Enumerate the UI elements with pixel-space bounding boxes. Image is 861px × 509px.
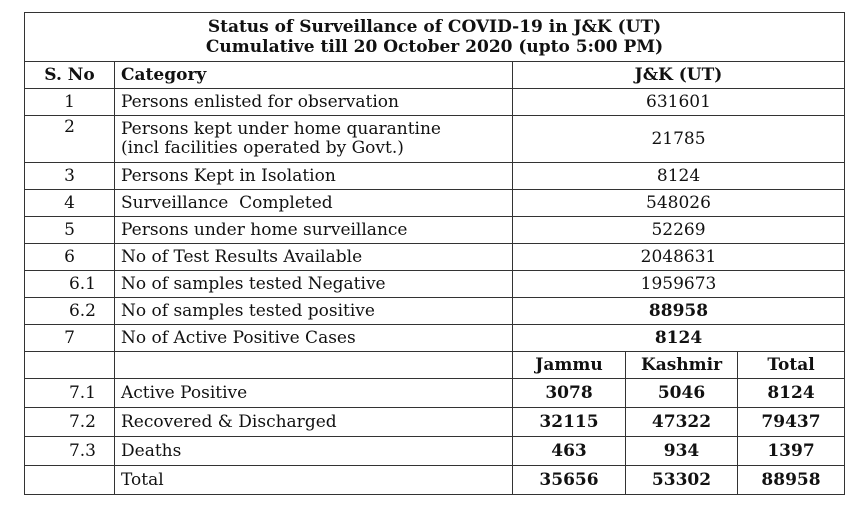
report-title [25,13,845,62]
row-value: 88958 [513,298,845,325]
row-value: 8124 [513,325,845,352]
surveillance-table [24,12,845,495]
row-category-note: (incl facilities operated by Govt.) [121,138,404,158]
row-sno: 7.2 [25,408,115,437]
cell-jammu: 463 [513,437,626,466]
row-sno: 7 [25,325,115,352]
cell-kashmir: 5046 [626,379,738,408]
cell-kashmir: 47322 [626,408,738,437]
title-line-1: Status of Surveillance of COVID-19 in J&K (UT) [207,17,662,37]
row-sno: 2 [25,116,115,163]
header-region: J&K (UT) [513,62,845,89]
row-sno: 7.1 [25,379,115,408]
row-value: 548026 [513,190,845,217]
split-header-row [25,352,845,379]
surveillance-report [24,12,844,495]
row-sno: 1 [25,89,115,116]
row-value: 21785 [513,116,845,163]
row-sno: 6 [25,244,115,271]
row-category: Active Positive [115,379,513,408]
row-value: 631601 [513,89,845,116]
cell-kashmir: 934 [626,437,738,466]
row-sno: 7.3 [25,437,115,466]
row-category-cell [115,116,513,163]
cell-jammu: 3078 [513,379,626,408]
row-sno: 6.2 [25,298,115,325]
row-sno: 4 [25,190,115,217]
table-row [25,437,845,466]
row-category: No of samples tested Negative [115,271,513,298]
table-row [25,244,845,271]
table-row [25,379,845,408]
row-category: Persons under home surveillance [115,217,513,244]
row-category: Persons enlisted for observation [115,89,513,116]
total-row [25,466,845,495]
cell-total: 88958 [738,466,845,495]
header-category: Category [115,62,513,89]
table-row [25,325,845,352]
empty-cell [25,352,115,379]
row-value: 1959673 [513,271,845,298]
row-category: No of Test Results Available [115,244,513,271]
table-row [25,271,845,298]
row-value: 2048631 [513,244,845,271]
table-row [25,163,845,190]
header-jammu: Jammu [513,352,626,379]
cell-jammu: 35656 [513,466,626,495]
table-row [25,408,845,437]
row-category: Surveillance Completed [115,190,513,217]
table-row [25,298,845,325]
header-row [25,62,845,89]
row-category: Deaths [115,437,513,466]
row-category: Persons Kept in Isolation [115,163,513,190]
cell-jammu: 32115 [513,408,626,437]
header-total: Total [738,352,845,379]
row-sno: 3 [25,163,115,190]
row-category: Total [115,466,513,495]
cell-total: 1397 [738,437,845,466]
table-row [25,190,845,217]
cell-total: 8124 [738,379,845,408]
empty-cell [115,352,513,379]
header-kashmir: Kashmir [626,352,738,379]
table-row [25,116,845,163]
row-value: 52269 [513,217,845,244]
title-row [25,13,845,62]
table-row [25,217,845,244]
row-sno: 5 [25,217,115,244]
title-line-2: Cumulative till 20 October 2020 (upto 5:00 PM) [205,37,664,57]
row-value: 8124 [513,163,845,190]
table-row [25,89,845,116]
row-category: No of samples tested positive [115,298,513,325]
row-category: Recovered & Discharged [115,408,513,437]
cell-total: 79437 [738,408,845,437]
row-category: Persons kept under home quarantine [121,119,441,139]
row-sno [25,466,115,495]
header-sno: S. No [25,62,115,89]
cell-kashmir: 53302 [626,466,738,495]
row-sno: 6.1 [25,271,115,298]
row-category: No of Active Positive Cases [115,325,513,352]
